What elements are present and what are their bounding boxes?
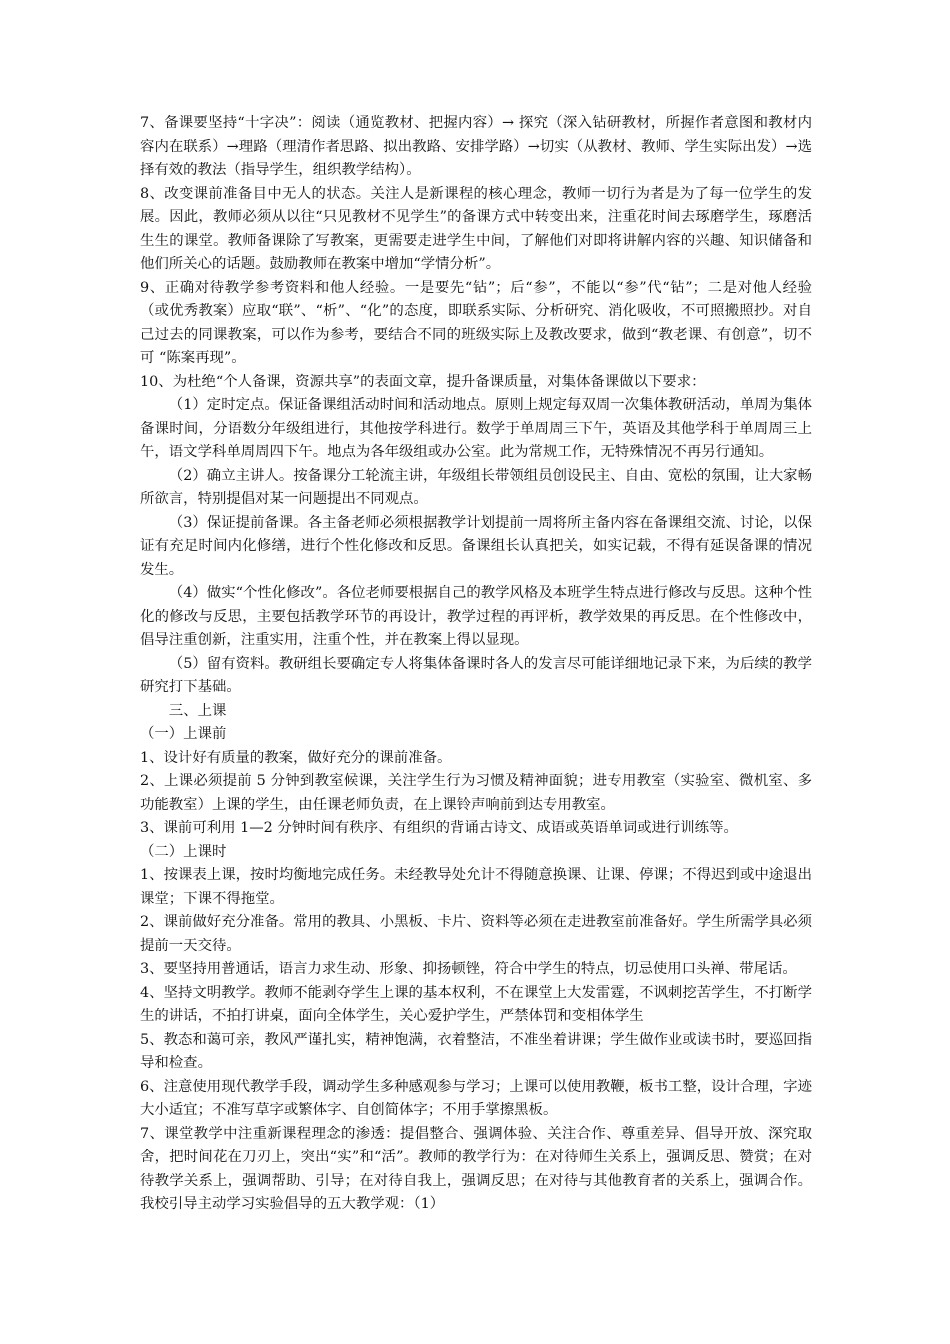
before-class-item-2: 2、上课必须提前 5 分钟到教室候课，关注学生行为习惯及精神面貌；进专用教室（实验室、微机室、多功能教室）上课的学生，由任课老师负责，在上课铃声响前到达专用教室。 xyxy=(140,773,812,813)
requirement-1: （1）定时定点。保证备课组活动时间和活动地点。原则上规定每双周一次集体教研活动，单周为集体备课时间，分语数分年级组进行，其他按学科进行。数学于单周周三下午，英语及其他学科于单周周三上午，语文学科单周周四下午。地点为各年级组或办公室。此为常规工作，无特殊情况不再另行通知。 xyxy=(140,397,812,460)
during-class-item-7: 7、课堂教学中注重新课程理念的渗透：提倡整合、强调体验、关注合作、尊重差异、倡导开放、深究取舍，把时间花在刀刃上，突出“实”和“活”。教师的教学行为：在对待师生关系上，强调反思、赞赏；在对待教学关系上，强调帮助、引导；在对待自我上，强调反思；在对待与其他教育者的关系上，强调合作。我校引导主动学习实验倡导的五大教学观：（1） xyxy=(140,1125,812,1212)
requirement-5: （5）留有资料。教研组长要确定专人将集体备课时各人的发言尽可能详细地记录下来，为后续的教学研究打下基础。 xyxy=(140,655,812,695)
subsection-heading-before-class: （一）上课前 xyxy=(140,726,227,742)
during-class-item-1: 1、按课表上课，按时均衡地完成任务。未经教导处允计不得随意换课、让课、停课；不得迟到或中途退出课堂；下课不得拖堂。 xyxy=(140,867,812,907)
requirement-2: （2）确立主讲人。按备课分工轮流主讲，年级组长带领组员创设民主、自由、宽松的氛围，让大家畅所欲言，特别提倡对某一问题提出不同观点。 xyxy=(140,467,812,507)
paragraph-item-7: 7、备课要坚持“十字决”：阅读（通览教材、把握内容）→ 探究（深入钻研教材，所握作者意图和教材内容内在联系）→理路（理清作者思路、拟出教路、安排学路）→切实（从教材、教师、学生实际出发）→选择有效的教法（指导学生，组织教学结构）。 xyxy=(140,115,812,178)
section-heading-shangke: 三、上课 xyxy=(168,702,227,719)
before-class-item-3: 3、课前可利用 1—2 分钟时间有秩序、有组织的背诵古诗文、成语或英语单词或进行训练等。 xyxy=(140,820,738,836)
subsection-heading-during-class: （二）上课时 xyxy=(140,843,227,860)
during-class-item-4: 4、坚持文明教学。教师不能剥夺学生上课的基本权利，不在课堂上大发雷霆，不讽刺挖苦学生，不打断学生的讲话，不拍打讲桌，面向全体学生，关心爱护学生，严禁体罚和变相体学生 xyxy=(140,984,812,1024)
paragraph-item-8: 8、改变课前准备目中无人的状态。关注人是新课程的核心理念，教师一切行为者是为了每一位学生的发展。因此，教师必须从以往“只见教材不见学生”的备课方式中转变出来，注重花时间去琢磨学生，琢磨活生生的课堂。教师备课除了写教案，更需要走进学生中间，了解他们对即将讲解内容的兴趣、知识储备和他们所关心的话题。鼓励教师在教案中增加“学情分析”。 xyxy=(140,185,812,272)
requirement-4: （4）做实“个性化修改”。各位老师要根据自己的教学风格及本班学生特点进行修改与反思。这种个性化的修改与反思，主要包括教学环节的再设计，教学过程的再评析，教学效果的再反思。在个性修改中，倡导注重创新，注重实用，注重个性，并在教案上得以显现。 xyxy=(140,585,812,648)
requirement-3: （3）保证提前备课。各主备老师必须根据教学计划提前一周将所主备内容在备课组交流、讨论，以保证有充足时间内化修缮，进行个性化修改和反思。备课组长认真把关，如实记载，不得有延误备课的情况发生。 xyxy=(140,514,812,578)
paragraph-item-9: 9、正确对待教学参考资料和他人经验。一是要先“钻”；后“参”，不能以“参”代“钻”；二是对他人经验（或优秀教案）应取“联”、“析”、“化”的态度，即联系实际、分析研究、消化吸收，不可照搬照抄。对自己过去的同课教案，可以作为参考，要结合不同的班级实际上及教改要求，做到“教老课、有创意”，切不可 “陈案再现”。 xyxy=(140,279,812,366)
during-class-item-2: 2、课前做好充分准备。常用的教具、小黑板、卡片、资料等必须在走进教室前准备好。学生所需学具必须提前一天交待。 xyxy=(140,914,812,954)
during-class-item-3: 3、要坚持用普通话，语言力求生动、形象、抑扬顿锉，符合中学生的特点，切忌使用口头禅、带尾话。 xyxy=(140,961,797,977)
during-class-item-5: 5、教态和蔼可亲，教风严谨扎实，精神饱满，衣着整洁，不准坐着讲课；学生做作业或读书时，要巡回指导和检查。 xyxy=(140,1031,812,1071)
paragraph-item-10: 10、为杜绝“个人备课，资源共享”的表面文章，提升备课质量，对集体备课做以下要求： xyxy=(140,373,706,390)
before-class-item-1: 1、设计好有质量的教案，做好充分的课前准备。 xyxy=(140,749,452,766)
during-class-item-6: 6、注意使用现代教学手段，调动学生多种感观参与学习；上课可以使用教鞭，板书工整，设计合理，字迹大小适宜；不准写草字或繁体字、自创简体字；不用手掌擦黑板。 xyxy=(140,1078,812,1118)
document-page xyxy=(140,112,812,1217)
